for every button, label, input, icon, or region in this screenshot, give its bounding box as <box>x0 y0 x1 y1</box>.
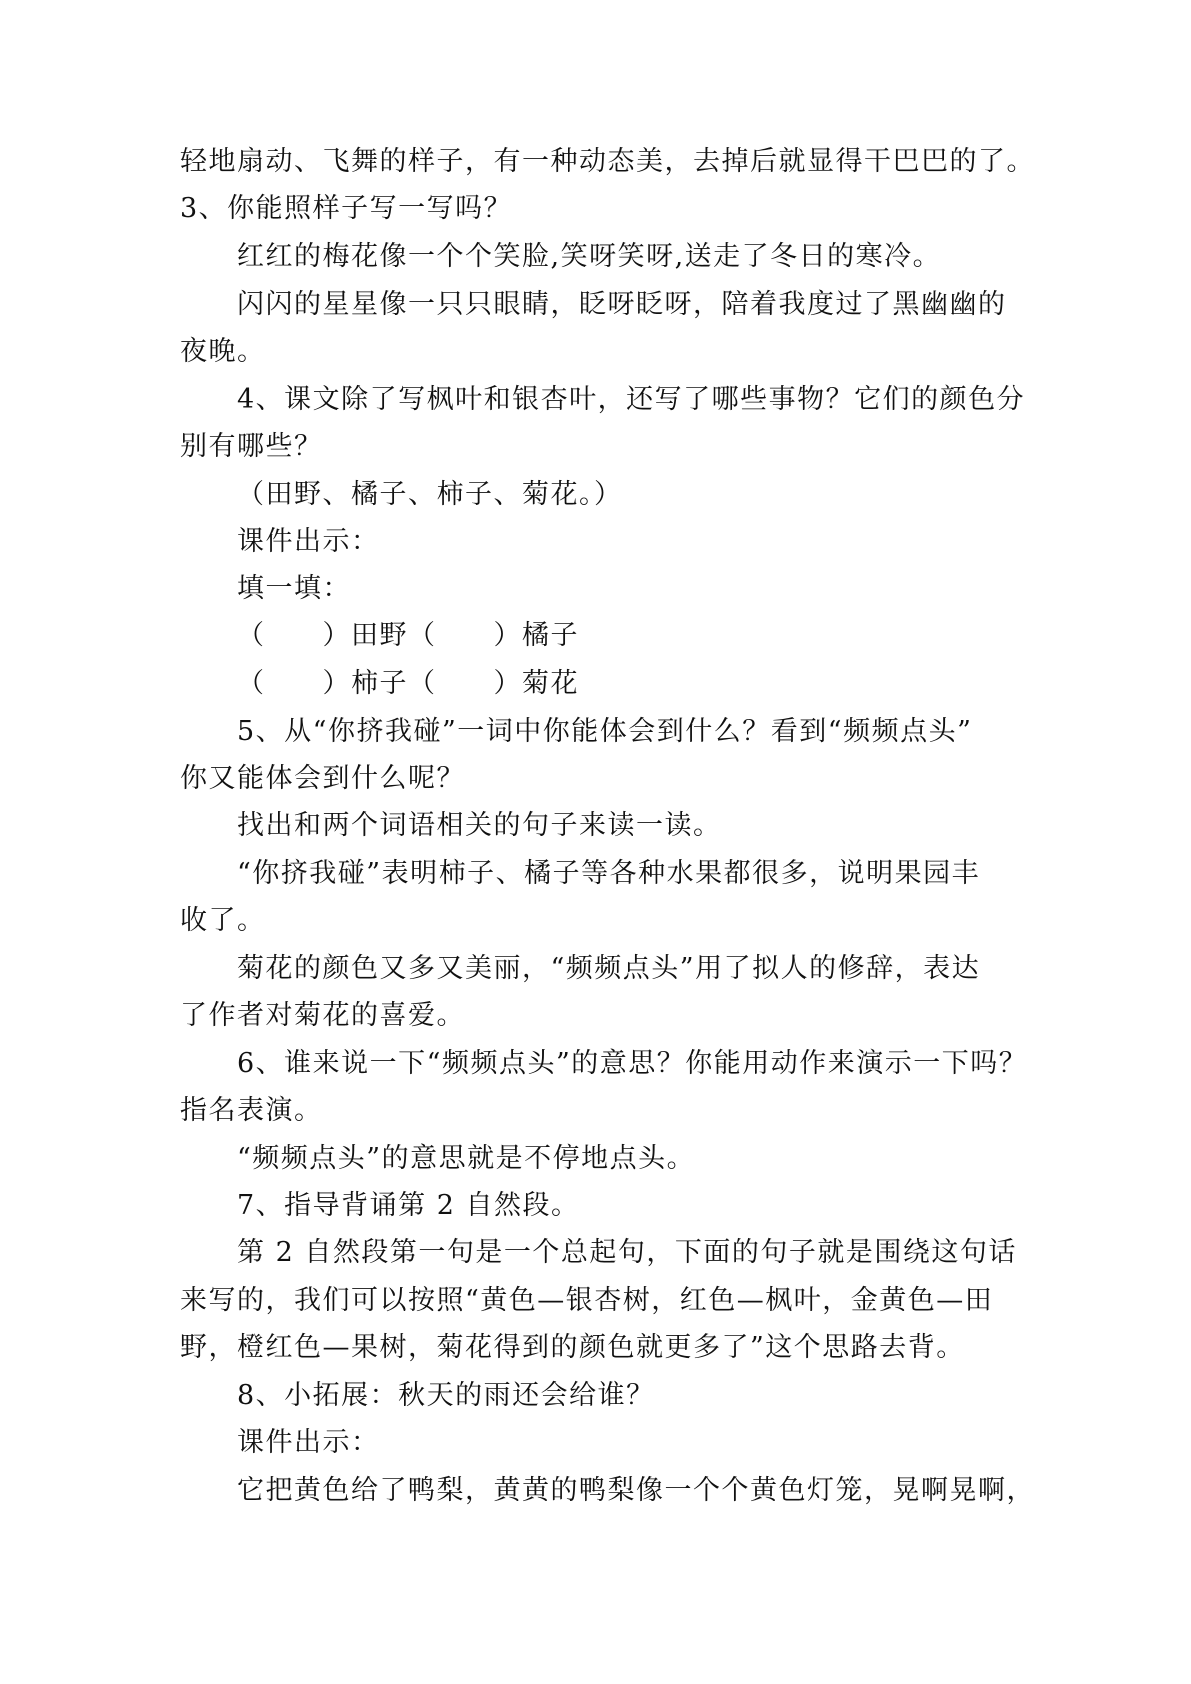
text-line: 第 2 自然段第一句是一个总起句，下面的句子就是围绕这句话 <box>237 1237 1017 1268</box>
text-line: 别有哪些？ <box>180 431 323 462</box>
text-line: 来写的，我们可以按照“黄色—银杏树，红色—枫叶，金黄色—田 <box>180 1285 994 1316</box>
text-line: 找出和两个词语相关的句子来读一读。 <box>237 810 722 841</box>
text-line: 填一填： <box>237 573 351 604</box>
text-line: 夜晚。 <box>180 336 266 367</box>
text-line: 8、小拓展：秋天的雨还会给谁？ <box>237 1380 655 1411</box>
text-line: 收了。 <box>180 905 266 936</box>
text-line: 7、指导背诵第 2 自然段。 <box>237 1190 580 1221</box>
text-line: 课件出示： <box>237 1427 380 1458</box>
text-line: （ ）柿子（ ）菊花 <box>237 668 579 699</box>
text-line: （田野、橘子、柿子、菊花。） <box>237 479 623 510</box>
text-line: 闪闪的星星像一只只眼睛，眨呀眨呀，陪着我度过了黑幽幽的 <box>237 289 1007 320</box>
text-line: 轻地扇动、飞舞的样子，有一种动态美，去掉后就显得干巴巴的了。 <box>180 146 1035 177</box>
text-line: 4、课文除了写枫叶和银杏叶，还写了哪些事物？它们的颜色分 <box>237 384 1026 415</box>
text-line: （ ）田野（ ）橘子 <box>237 620 579 651</box>
text-line: 课件出示： <box>237 526 380 557</box>
text-line: 了作者对菊花的喜爱。 <box>180 1000 465 1031</box>
text-line: 6、谁来说一下“频频点头”的意思？你能用动作来演示一下吗？ <box>237 1048 1028 1079</box>
text-line: 红红的梅花像一个个笑脸,笑呀笑呀,送走了冬日的寒冷。 <box>237 241 942 272</box>
text-line: 菊花的颜色又多又美丽，“频频点头”用了拟人的修辞，表达 <box>237 953 981 984</box>
text-line: 指名表演。 <box>180 1095 323 1126</box>
text-line: 它把黄色给了鸭梨，黄黄的鸭梨像一个个黄色灯笼，晃啊晃啊， <box>237 1475 1035 1506</box>
text-line: “频频点头”的意思就是不停地点头。 <box>237 1143 696 1174</box>
text-line: 野，橙红色—果树，菊花得到的颜色就更多了”这个思路去背。 <box>180 1332 965 1363</box>
text-line: 你又能体会到什么呢？ <box>180 763 465 794</box>
text-line: 3、你能照样子写一写吗？ <box>180 193 513 224</box>
text-line: 5、从“你挤我碰”一词中你能体会到什么？看到“频频点头” <box>237 716 973 747</box>
text-line: “你挤我碰”表明柿子、橘子等各种水果都很多，说明果园丰 <box>237 858 981 889</box>
